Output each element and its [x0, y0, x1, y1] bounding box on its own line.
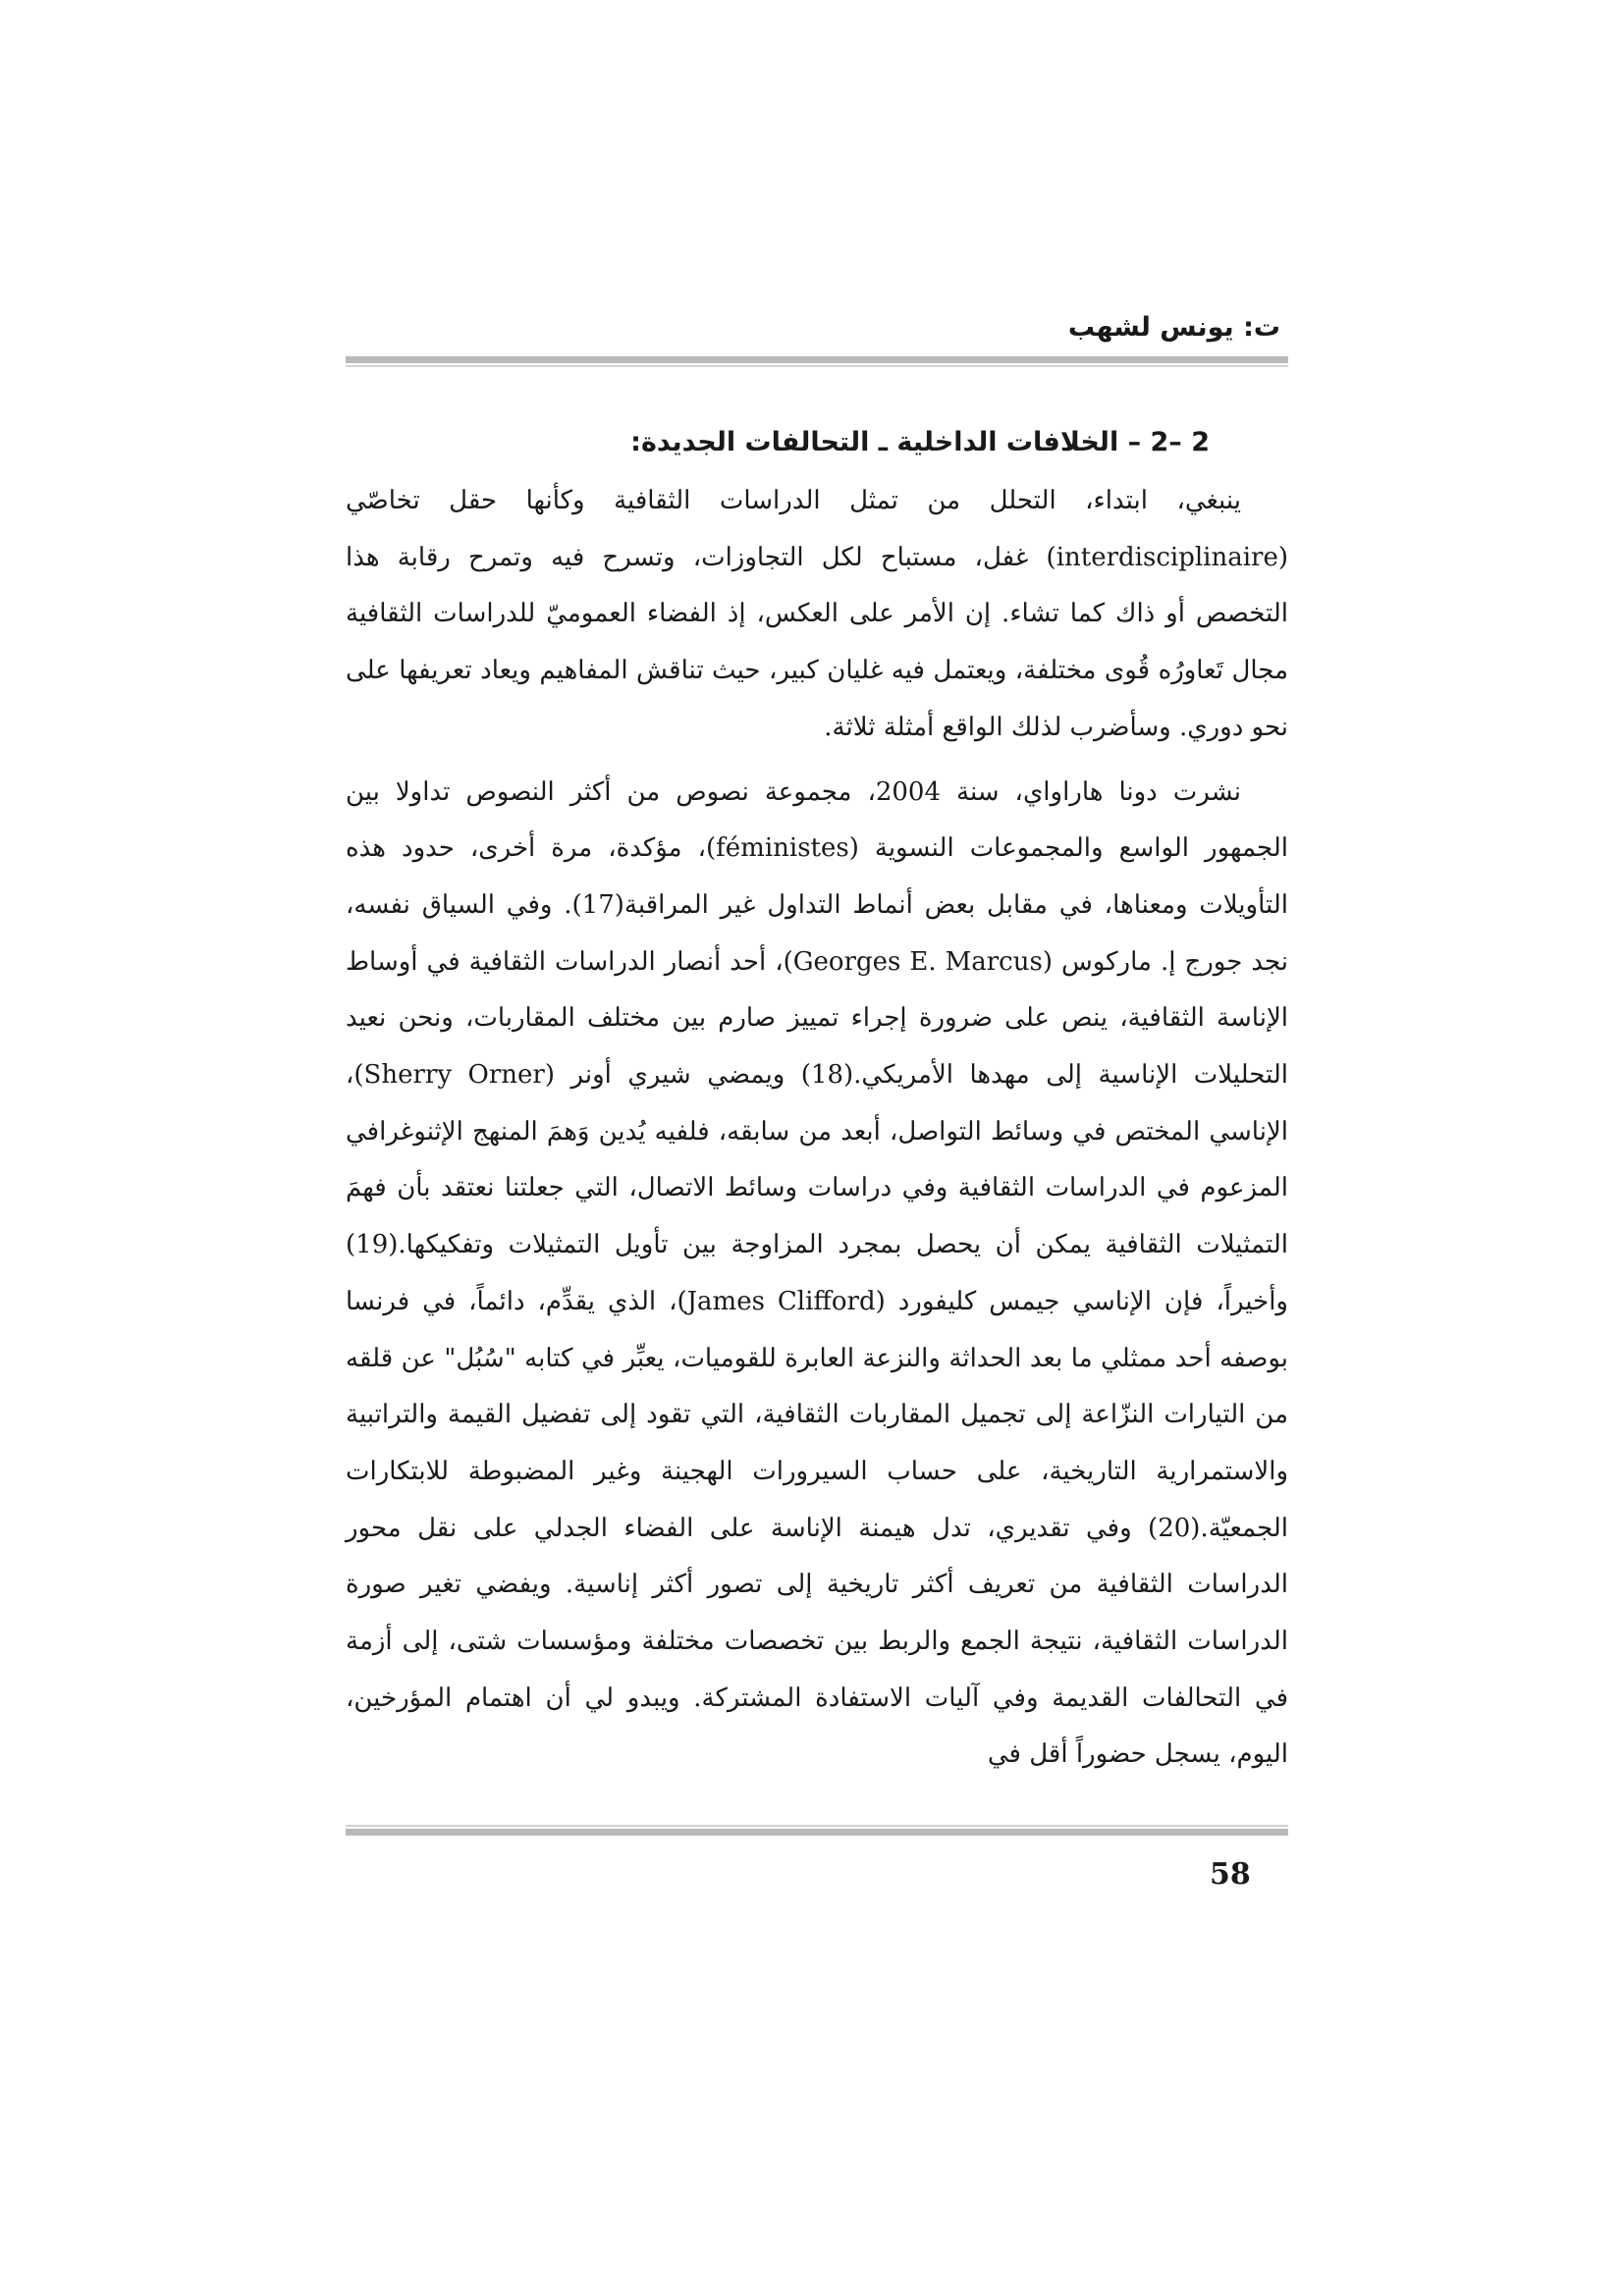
header-rule: [346, 356, 1288, 367]
page-body: [346, 414, 1288, 1784]
body-paragraph-2: نشرت دونا هاراواي، سنة 2004، مجموعة نصوص من أكثر النصوص تداولا بين الجمهور الواسع والمجموعات النسوية (féministes)، مؤكدة، مرة أخرى، حدود هذه التأويلات ومعناها، في مقابل بعض أنماط التداول غير المراقبة(17). وفي السياق نفسه، نجد جورج إ. ماركوس (Georges E. Marcus)، أحد أنصار الدراسات الثقافية في أوساط الإناسة الثقافية، ينص على ضرورة إجراء تمييز صارم بين مختلف المقاربات، ونحن نعيد التحليلات الإناسية إلى مهدها الأمريكي.(18) ويمضي شيري أونر (Sherry Orner)، الإناسي المختص في وسائط التواصل، أبعد من سابقه، فلفيه يُدين وَهمَ المنهج الإثنوغرافي المزعوم في الدراسات الثقافية وفي دراسات وسائط الاتصال، التي جعلتنا نعتقد بأن فهمَ التمثيلات الثقافية يمكن أن يحصل بمجرد المزاوجة بين تأويل التمثيلات وتفكيكها.(19) وأخيراً، فإن الإناسي جيمس كليفورد (James Clifford)، الذي يقدِّم، دائماً، في فرنسا بوصفه أحد ممثلي ما بعد الحداثة والنزعة العابرة للقوميات، يعبِّر في كتابه "سُبُل" عن قلقه من التيارات النزّاعة إلى تجميل المقاربات الثقافية، التي تقود إلى تفضيل القيمة والتراتبية والاستمرارية التاريخية، على حساب السيرورات الهجينة وغير المضبوطة للابتكارات الجمعيّة.(20) وفي تقديري، تدل هيمنة الإناسة على الفضاء الجدلي على نقل محور الدراسات الثقافية من تعريف أكثر تاريخية إلى تصور أكثر إناسية. ويفضي تغير صورة الدراسات الثقافية، نتيجة الجمع والربط بين تخصصات مختلفة ومؤسسات شتى، إلى أزمة في التحالفات القديمة وفي آليات الاستفادة المشتركة. ويبدو لي أن اهتمام المؤرخين، اليوم، يسجل حضوراً أقل في: [346, 776, 1289, 1770]
footer-rule: [346, 1825, 1288, 1836]
running-header-author: ت: يونس لشهب: [1067, 312, 1280, 343]
page-number: 58: [1210, 1857, 1251, 1892]
body-paragraph-1: ينبغي، ابتداء، التحلل من تمثل الدراسات الثقافية وكأنها حقل تخاصّي (interdisciplinaire) غفل، مستباح لكل التجاوزات، وتسرح فيه وتمرح رقابة هذا التخصص أو ذاك كما تشاء. إن الأمر على العكس، إذ الفضاء العموميّ للدراسات الثقافية مجال تَعاورُه قُوى مختلفة، ويعتمل فيه غليان كبير، حيث تناقش المفاهيم ويعاد تعريفها على نحو دوري. وسأضرب لذلك الواقع أمثلة ثلاثة.: [346, 486, 1288, 742]
section-heading: 2 –2 – الخلافات الداخلية ـ التحالفات الجديدة:: [630, 427, 1210, 457]
